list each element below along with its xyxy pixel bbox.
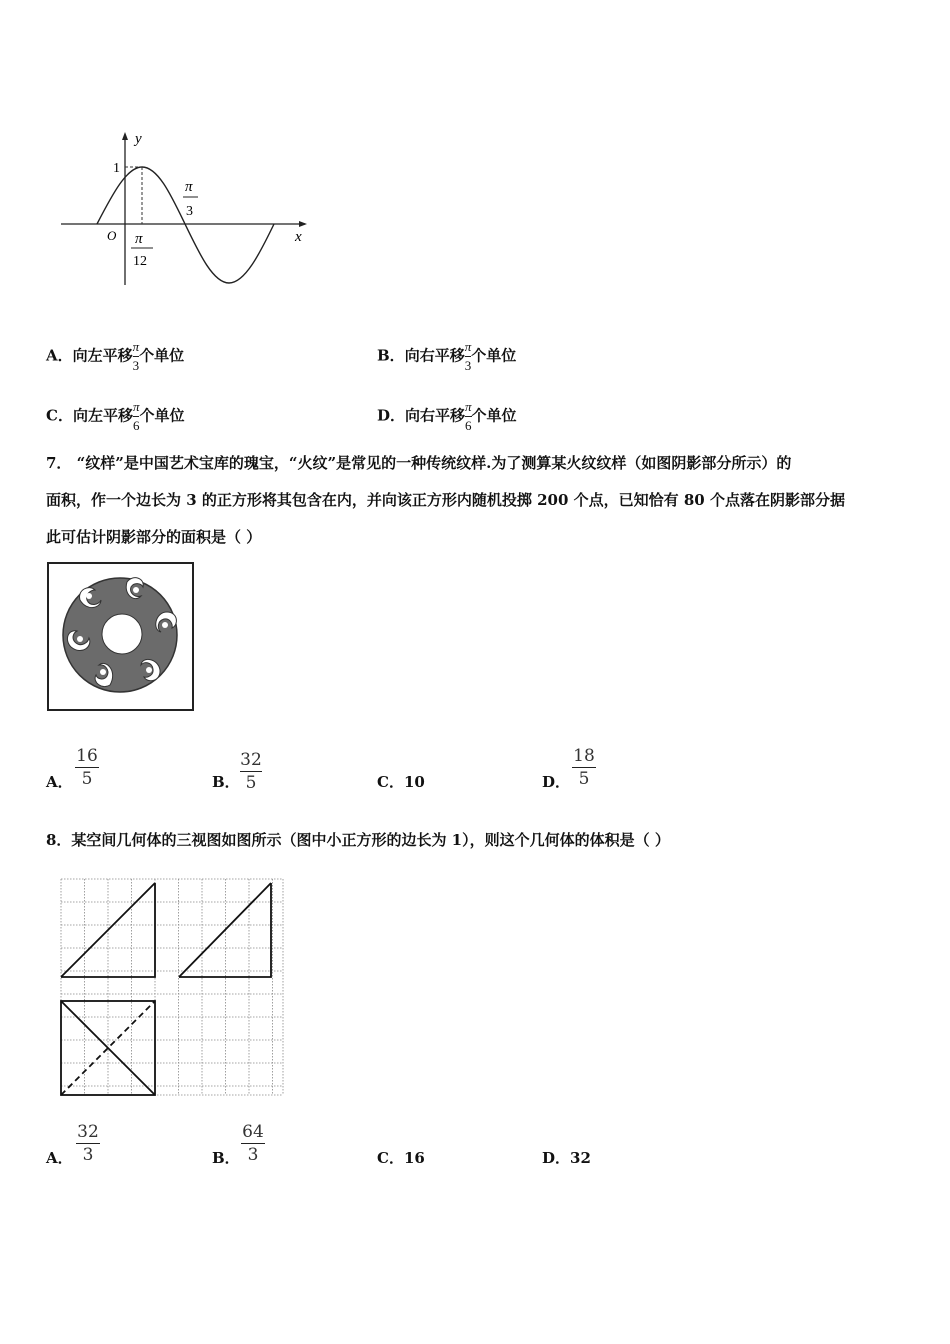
option-value: 10 — [403, 773, 425, 791]
q6-option-c[interactable]: C．向左平移 $\frac{\pi}{6}$ 个单位 — [46, 399, 185, 433]
q7-line-3: 此可估计阴影部分的面积是（ ） — [46, 528, 262, 546]
option-letter: D． — [377, 406, 406, 425]
x-axis-label: x — [295, 229, 302, 245]
q8-option-b-fraction: 64 3 — [242, 1122, 264, 1165]
tick-pi-over-12-num: π — [135, 231, 143, 247]
q7-option-d-fraction: 18 5 — [573, 746, 595, 789]
option-letter: B． — [377, 346, 405, 365]
q7-option-a-letter[interactable]: A． — [46, 773, 73, 791]
fraction: $\frac{\pi}{3}$ — [132, 339, 140, 373]
q7-option-d-letter[interactable]: D． — [542, 773, 571, 791]
q8-option-c[interactable]: C．16 — [377, 1149, 425, 1167]
q7-line-2: 面积，作一个边长为 3 的正方形将其包含在内，并向该正方形内随机投掷 200 个点，已知恰有 80 个点落在阴影部分据 — [46, 491, 845, 509]
q7-option-a-fraction: 16 5 — [76, 746, 98, 789]
q7-option-c[interactable]: C．10 — [377, 773, 425, 791]
tick-pi-over-3-den: 3 — [186, 204, 193, 219]
center-hole — [102, 614, 142, 654]
q8-question-text: 8．某空间几何体的三视图如图所示（图中小正方形的边长为 1），则这个几何体的体积是（ ） — [46, 831, 670, 849]
fraction: $\frac{\pi}{3}$ — [464, 339, 472, 373]
q8-option-b-letter[interactable]: B． — [212, 1149, 240, 1167]
fire-pattern-figure — [47, 562, 195, 712]
y-axis-arrow — [122, 132, 128, 140]
q7-question-text — [46, 445, 926, 556]
x-axis-arrow — [299, 221, 307, 227]
option-value: 32 — [570, 1149, 591, 1167]
option-letter: A． — [46, 346, 73, 365]
sine-graph-figure — [55, 125, 320, 295]
three-view-figure — [55, 875, 287, 1100]
origin-label: O — [107, 228, 117, 243]
tick-pi-over-12-den: 12 — [133, 254, 147, 269]
option-value: 16 — [403, 1149, 425, 1167]
grid-dotted — [61, 879, 283, 1095]
side-view — [179, 883, 271, 977]
q7-option-b-letter[interactable]: B． — [212, 773, 240, 791]
q8-option-d[interactable]: D．32 — [542, 1149, 591, 1167]
q6-option-b[interactable]: B．向右平移 $\frac{\pi}{3}$ 个单位 — [377, 339, 517, 373]
tick-pi-over-3-num: π — [185, 179, 193, 195]
q7-option-b-fraction: 32 5 — [240, 750, 262, 793]
q8-option-a-letter[interactable]: A． — [46, 1149, 73, 1167]
option-letter: C． — [46, 406, 73, 425]
fraction: $\frac{\pi}{6}$ — [465, 399, 472, 433]
y-axis-label: y — [135, 131, 142, 147]
q6-option-a[interactable]: A．向左平移 $\frac{\pi}{3}$ 个单位 — [46, 339, 185, 373]
one-label: 1 — [113, 161, 120, 176]
q8-option-a-fraction: 32 3 — [77, 1122, 99, 1165]
q6-option-d[interactable]: D．向右平移 $\frac{\pi}{6}$ 个单位 — [377, 399, 517, 433]
q7-line-1: 7． “纹样”是中国艺术宝库的瑰宝，“火纹”是常见的一种传统纹样.为了测算某火纹纹样（如图阴影部分所示）的 — [46, 454, 792, 472]
fraction: $\frac{\pi}{6}$ — [132, 399, 140, 433]
